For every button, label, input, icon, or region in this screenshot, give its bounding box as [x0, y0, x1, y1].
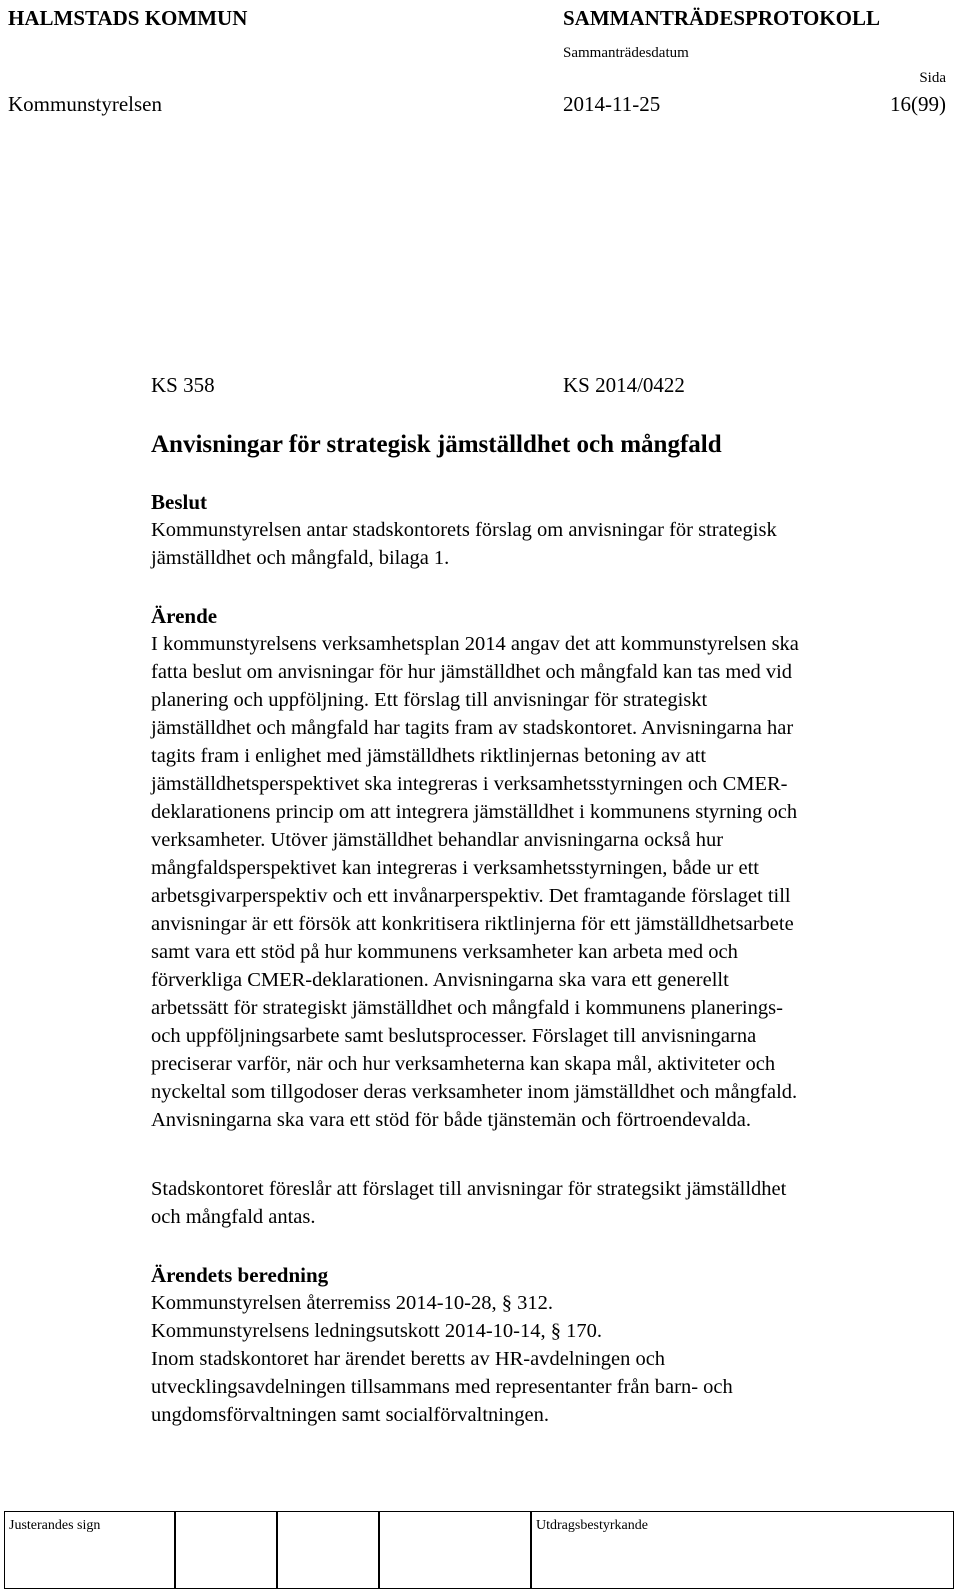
extract-certification-label: Utdragsbestyrkande: [536, 1518, 648, 1533]
matter-line: tagits fram i enlighet med jämställdhets riktlinjernas betoning av att: [151, 745, 707, 767]
adjuster-signature-box: [4, 1511, 175, 1589]
proposal-line: och mångfald antas.: [151, 1206, 316, 1228]
matter-heading: Ärende: [151, 604, 218, 628]
matter-line: anvisningar är ett försök att konkritisera riktlinjerna för ett jämställdhetsarbete: [151, 913, 794, 935]
matter-section: [151, 602, 941, 1134]
matter-line: och uppföljningsarbete samt beslutsprocesser. Förslaget till anvisningarna: [151, 1025, 757, 1047]
matter-line: I kommunstyrelsens verksamhetsplan 2014 angav det att kommunstyrelsen ska: [151, 633, 799, 655]
ks-paragraph-number: KS 358: [151, 373, 215, 397]
preparation-line: utvecklingsavdelningen tillsammans med representanter från barn- och: [151, 1376, 733, 1398]
matter-line: deklarationens princip om att integrera jämställdhet i kommunens styrning och: [151, 801, 798, 823]
organization-name: HALMSTADS KOMMUN: [8, 6, 248, 30]
preparation-heading: Ärendets beredning: [151, 1263, 329, 1287]
matter-line: arbetsgivarperspektiv och ett invånarperspektiv. Det framtagande förslaget till: [151, 885, 791, 907]
signature-box: [277, 1511, 379, 1589]
preparation-line: ungdomsförvaltningen samt socialförvaltningen.: [151, 1404, 549, 1426]
matter-line: verksamheter. Utöver jämställdhet behandlar anvisningarna också hur: [151, 829, 724, 851]
extract-certification-box: [531, 1511, 954, 1589]
matter-line: jämställdhet och mångfald har tagits fram av stadskontoret. Anvisningarna har: [151, 717, 794, 739]
decision-line: Kommunstyrelsen antar stadskontorets förslag om anvisningar för strategisk: [151, 519, 777, 541]
matter-line: Anvisningarna ska vara ett stöd för både tjänstemän och förtroendevalda.: [151, 1109, 751, 1131]
committee-name: Kommunstyrelsen: [8, 92, 162, 116]
matter-line: nyckeltal som tillgodoser deras verksamheter inom jämställdhet och mångfald.: [151, 1081, 798, 1103]
case-number: KS 2014/0422: [563, 373, 685, 397]
adjuster-signature-label: Justerandes sign: [9, 1518, 101, 1533]
matter-line: planering och uppföljning. Ett förslag till anvisningar för strategiskt: [151, 689, 708, 711]
preparation-line: Inom stadskontoret har ärendet beretts av HR-avdelningen och: [151, 1348, 666, 1370]
matter-line: preciserar varför, när och hur verksamheterna kan skapa mål, aktiviteter och: [151, 1053, 776, 1075]
preparation-section: [151, 1261, 941, 1429]
item-title: Anvisningar för strategisk jämställdhet och mångfald: [151, 431, 722, 458]
decision-heading: Beslut: [151, 490, 208, 514]
proposal-line: Stadskontoret föreslår att förslaget till anvisningar för strategsikt jämställdhet: [151, 1178, 787, 1200]
signature-box: [175, 1511, 277, 1589]
matter-line: samt vara ett stöd på hur kommunens verksamheter kan arbeta med och: [151, 941, 738, 963]
meeting-date: 2014-11-25: [563, 92, 661, 116]
matter-line: förverkliga CMER-deklarationen. Anvisningarna ska vara ett generellt: [151, 969, 729, 991]
proposal-paragraph: [151, 1175, 941, 1231]
matter-body: [151, 630, 941, 1134]
matter-line: arbetssätt för strategiskt jämställdhet och mångfald i kommunens planerings-: [151, 997, 783, 1019]
matter-line: fatta beslut om anvisningar för hur jämställdhet och mångfald kan tas med vid: [151, 661, 793, 683]
page-label: Sida: [919, 70, 946, 86]
page-number: 16(99): [890, 92, 946, 116]
decision-section: [151, 488, 941, 572]
signature-footer: [4, 1511, 954, 1589]
matter-line: jämställdhetsperspektivet ska integreras i verksamhetsstyrningen och CMER-: [151, 773, 788, 795]
document-type: SAMMANTRÄDESPROTOKOLL: [563, 6, 880, 30]
decision-line: jämställdhet och mångfald, bilaga 1.: [151, 547, 450, 569]
preparation-line: Kommunstyrelsens ledningsutskott 2014-10-14, § 170.: [151, 1320, 602, 1342]
meeting-date-label: Sammanträdesdatum: [563, 45, 689, 61]
matter-line: mångfaldsperspektivet kan integreras i verksamhetsstyrningen, både ur ett: [151, 857, 759, 879]
signature-box: [379, 1511, 531, 1589]
preparation-line: Kommunstyrelsen återremiss 2014-10-28, § 312.: [151, 1292, 553, 1314]
